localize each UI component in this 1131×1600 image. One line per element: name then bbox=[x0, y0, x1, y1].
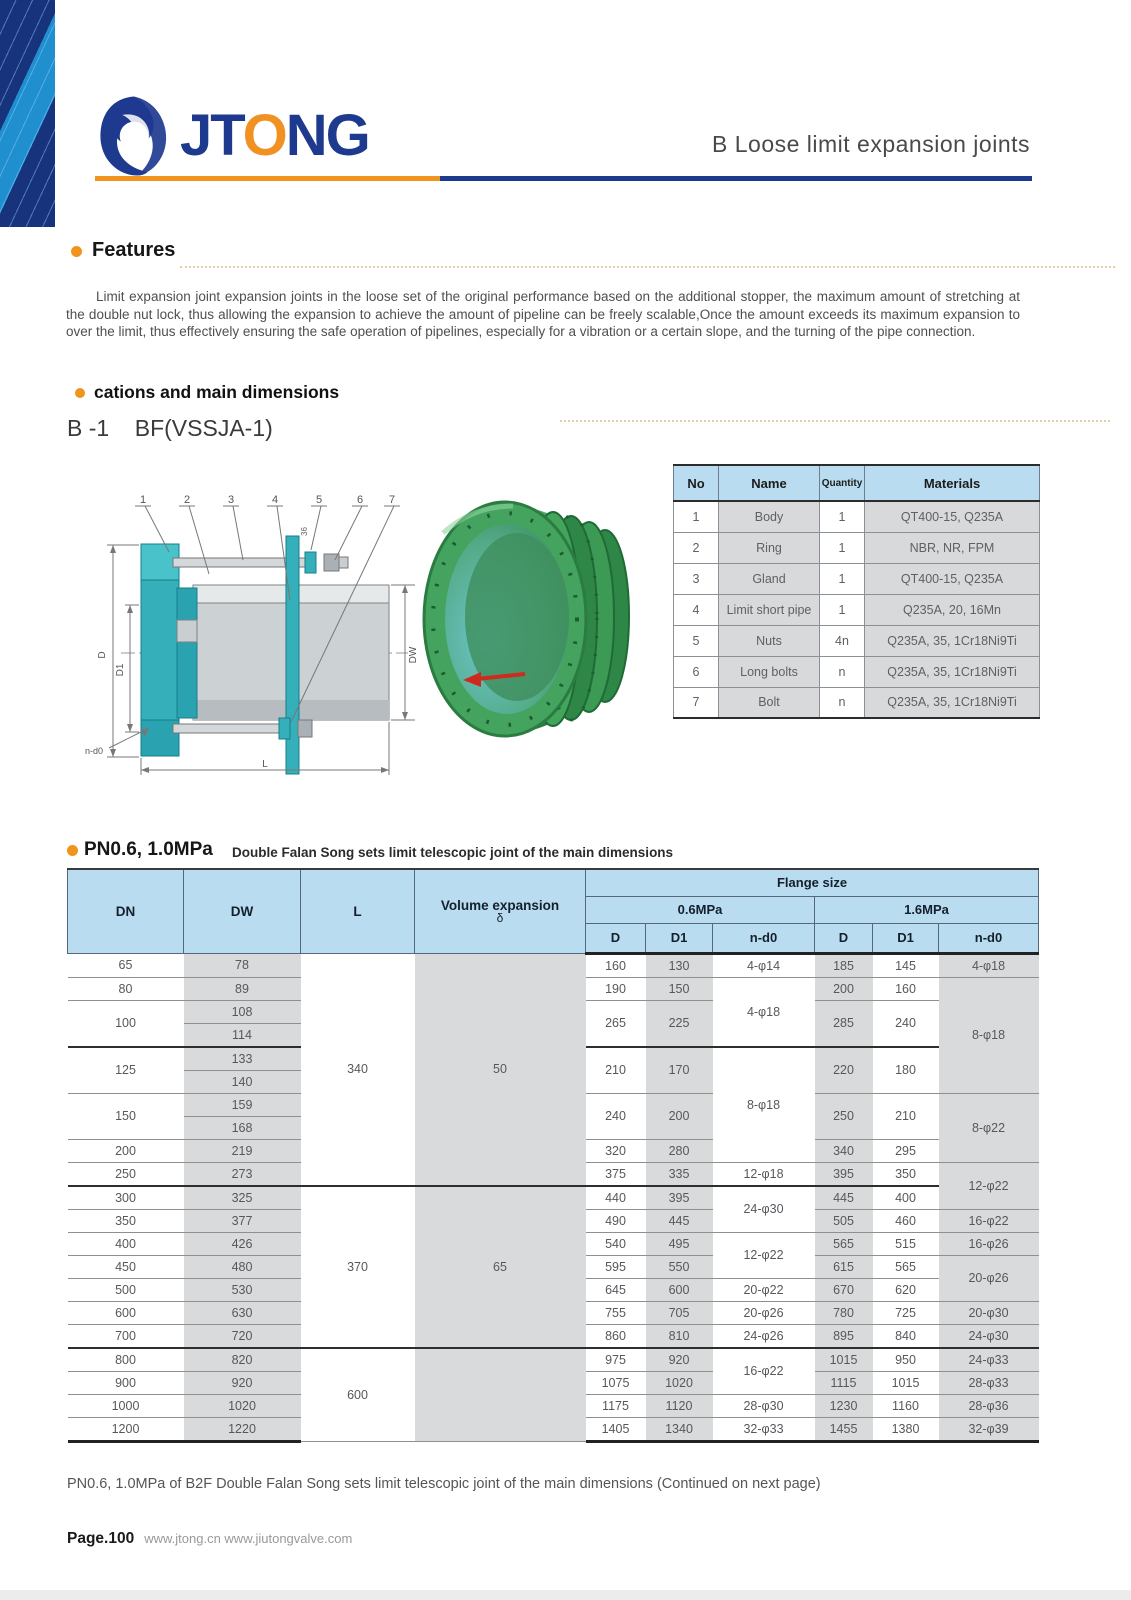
materials-header-name: Name bbox=[719, 465, 820, 501]
long-bolt-bottom bbox=[173, 724, 279, 733]
dims-cell: 4-φ14 bbox=[713, 953, 815, 977]
features-paragraph: Limit expansion joint expansion joints in the loose set of the original performance based on the additional stopper, the maximum amount of stretching at the double nut lock, thus allowing the expansion to achieve the amount of pipeline can be freely scalable,Once the amount exceeds its maximum expansion to over the limit, thus effectively ensuring the safe operation of pipelines, especially for a vibration or a certain slope, and the turning of the pipe connection. bbox=[66, 289, 1020, 339]
dims-cell: 500 bbox=[68, 1278, 184, 1301]
materials-row bbox=[674, 501, 1040, 532]
dimensions-subtitle: Double Falan Song sets limit telescopic joint of the main dimensions bbox=[232, 845, 674, 860]
technical-drawing bbox=[83, 470, 428, 782]
dims-cell: 114 bbox=[184, 1023, 301, 1047]
dims-cell: 125 bbox=[68, 1047, 184, 1094]
dims-cell: 1455 bbox=[815, 1417, 873, 1441]
dims-cell: 145 bbox=[873, 953, 939, 977]
dims-cell: 1075 bbox=[586, 1371, 646, 1394]
dims-cell: 1020 bbox=[184, 1394, 301, 1417]
dims-cell: 28-φ30 bbox=[713, 1394, 815, 1417]
dims-cell: 1020 bbox=[646, 1371, 713, 1394]
materials-row bbox=[674, 594, 1040, 625]
scan-dotted-line-2 bbox=[560, 420, 1110, 422]
dims-cell: 50 bbox=[415, 953, 586, 1186]
dims-cell: 16-φ22 bbox=[713, 1348, 815, 1395]
dims-cell: 320 bbox=[586, 1139, 646, 1162]
specs-bullet bbox=[75, 388, 85, 398]
materials-cell: 1 bbox=[674, 501, 719, 532]
dims-cell: 450 bbox=[68, 1255, 184, 1278]
materials-cell: 2 bbox=[674, 532, 719, 563]
dims-cell: 400 bbox=[873, 1186, 939, 1210]
dims-cell: 780 bbox=[815, 1301, 873, 1324]
materials-cell: 5 bbox=[674, 625, 719, 656]
dimensions-bullet bbox=[67, 845, 78, 856]
header-nd0-06: n-d0 bbox=[713, 923, 815, 953]
dims-cell: 620 bbox=[873, 1278, 939, 1301]
bolt-nut-2 bbox=[298, 720, 312, 737]
dims-cell: 800 bbox=[68, 1348, 184, 1372]
dims-cell: 300 bbox=[68, 1186, 184, 1210]
dims-cell: 395 bbox=[815, 1162, 873, 1186]
dims-cell: 225 bbox=[646, 1000, 713, 1047]
dims-cell: 920 bbox=[646, 1348, 713, 1372]
dims-cell: 285 bbox=[815, 1000, 873, 1047]
dim-label-d1: D1 bbox=[115, 663, 126, 677]
dims-cell: 615 bbox=[815, 1255, 873, 1278]
dims-cell: 340 bbox=[301, 953, 415, 1186]
dims-cell: 440 bbox=[586, 1186, 646, 1210]
dims-cell: 8-φ22 bbox=[939, 1093, 1039, 1162]
left-decoration-band bbox=[0, 0, 55, 227]
materials-row bbox=[674, 625, 1040, 656]
dims-cell: 150 bbox=[646, 977, 713, 1000]
dims-cell: 1160 bbox=[873, 1394, 939, 1417]
dims-cell: 370 bbox=[301, 1186, 415, 1348]
dims-cell: 240 bbox=[586, 1093, 646, 1139]
materials-header-no: No bbox=[674, 465, 719, 501]
header-flange-size: Flange size bbox=[586, 869, 1039, 896]
dims-cell: 1340 bbox=[646, 1417, 713, 1441]
dims-cell: 1230 bbox=[815, 1394, 873, 1417]
small-dimension: 36 bbox=[300, 527, 309, 536]
dims-row bbox=[68, 1186, 1039, 1210]
materials-cell: NBR, NR, FPM bbox=[865, 532, 1040, 563]
dims-cell: 280 bbox=[646, 1139, 713, 1162]
gland bbox=[177, 588, 197, 718]
callout-6: 6 bbox=[356, 494, 364, 506]
dims-cell: 170 bbox=[646, 1047, 713, 1094]
callout-1: 1 bbox=[139, 494, 147, 506]
materials-row bbox=[674, 656, 1040, 687]
dims-cell: 295 bbox=[873, 1139, 939, 1162]
dims-cell: 810 bbox=[646, 1324, 713, 1348]
bolt-end bbox=[339, 557, 348, 568]
dims-cell: 133 bbox=[184, 1047, 301, 1071]
dims-cell: 12-φ18 bbox=[713, 1162, 815, 1186]
dims-cell: 20-φ30 bbox=[939, 1301, 1039, 1324]
header-dw: DW bbox=[184, 869, 301, 953]
header-nd0-16: n-d0 bbox=[939, 923, 1039, 953]
scan-dotted-line bbox=[180, 266, 1115, 268]
dims-cell: 600 bbox=[68, 1301, 184, 1324]
materials-row bbox=[674, 532, 1040, 563]
materials-cell: 1 bbox=[820, 532, 865, 563]
dims-cell: 28-φ33 bbox=[939, 1371, 1039, 1394]
logo-jt: JT bbox=[180, 103, 243, 168]
dims-cell: 8-φ18 bbox=[713, 1047, 815, 1163]
dims-cell: 645 bbox=[586, 1278, 646, 1301]
materials-cell: Long bolts bbox=[719, 656, 820, 687]
callout-5: 5 bbox=[315, 494, 323, 506]
dims-cell: 4-φ18 bbox=[939, 953, 1039, 977]
materials-cell: Nuts bbox=[719, 625, 820, 656]
dims-cell: 1220 bbox=[184, 1417, 301, 1441]
dims-cell: 1380 bbox=[873, 1417, 939, 1441]
dims-cell: 200 bbox=[646, 1093, 713, 1139]
dims-cell: 65 bbox=[415, 1186, 586, 1348]
dims-cell: 700 bbox=[68, 1324, 184, 1348]
dim-label-l: L bbox=[262, 759, 268, 770]
dims-cell: 550 bbox=[646, 1255, 713, 1278]
dims-cell: 395 bbox=[646, 1186, 713, 1210]
product-photo bbox=[413, 488, 665, 756]
dims-cell: 530 bbox=[184, 1278, 301, 1301]
bolt-nut-teal-2 bbox=[279, 718, 290, 739]
features-heading: Features bbox=[92, 239, 176, 261]
packing-ring bbox=[177, 620, 197, 642]
dims-cell: 159 bbox=[184, 1093, 301, 1116]
callout-3: 3 bbox=[227, 494, 235, 506]
materials-cell: Body bbox=[719, 501, 820, 532]
logo-o: O bbox=[242, 103, 286, 168]
dims-cell: 725 bbox=[873, 1301, 939, 1324]
header-06mpa: 0.6MPa bbox=[586, 896, 815, 923]
dims-cell: 565 bbox=[873, 1255, 939, 1278]
materials-cell: Limit short pipe bbox=[719, 594, 820, 625]
dims-cell: 495 bbox=[646, 1232, 713, 1255]
dims-cell: 160 bbox=[586, 953, 646, 977]
dims-cell: 975 bbox=[586, 1348, 646, 1372]
dims-cell: 210 bbox=[586, 1047, 646, 1094]
header-d-16: D bbox=[815, 923, 873, 953]
dimensions-title: PN0.6, 1.0MPa bbox=[84, 839, 213, 860]
dims-cell: 325 bbox=[184, 1186, 301, 1210]
dims-cell: 375 bbox=[586, 1162, 646, 1186]
dims-cell: 515 bbox=[873, 1232, 939, 1255]
header-volume bbox=[415, 869, 586, 953]
dims-cell: 210 bbox=[873, 1093, 939, 1139]
materials-header-materials: Materials bbox=[865, 465, 1040, 501]
header-d1-06: D1 bbox=[646, 923, 713, 953]
dims-cell: 219 bbox=[184, 1139, 301, 1162]
dims-cell: 250 bbox=[68, 1162, 184, 1186]
materials-cell: 1 bbox=[820, 594, 865, 625]
dims-cell: 20-φ26 bbox=[939, 1255, 1039, 1301]
model-heading: B -1 BF(VSSJA-1) bbox=[67, 415, 273, 441]
dims-cell: 340 bbox=[815, 1139, 873, 1162]
dims-cell: 12-φ22 bbox=[939, 1162, 1039, 1209]
dims-cell: 705 bbox=[646, 1301, 713, 1324]
dims-cell: 273 bbox=[184, 1162, 301, 1186]
dims-cell: 445 bbox=[815, 1186, 873, 1210]
dims-cell: 200 bbox=[815, 977, 873, 1000]
dims-row bbox=[68, 1348, 1039, 1372]
dims-cell: 505 bbox=[815, 1209, 873, 1232]
dims-cell: 1015 bbox=[873, 1371, 939, 1394]
materials-cell: 3 bbox=[674, 563, 719, 594]
dims-cell: 265 bbox=[586, 1000, 646, 1047]
header-16mpa: 1.6MPa bbox=[815, 896, 1039, 923]
dims-cell: 16-φ26 bbox=[939, 1232, 1039, 1255]
dims-cell: 1115 bbox=[815, 1371, 873, 1394]
dims-cell: 950 bbox=[873, 1348, 939, 1372]
materials-cell: Ring bbox=[719, 532, 820, 563]
dims-cell: 12-φ22 bbox=[713, 1232, 815, 1278]
dims-cell: 220 bbox=[815, 1047, 873, 1094]
footer-urls: www.jtong.cn www.jiutongvalve.com bbox=[144, 1531, 353, 1546]
dims-cell: 540 bbox=[586, 1232, 646, 1255]
materials-cell: Gland bbox=[719, 563, 820, 594]
dims-cell: 595 bbox=[586, 1255, 646, 1278]
dim-label-d: D bbox=[97, 651, 108, 659]
header-d-06: D bbox=[586, 923, 646, 953]
dims-cell: 670 bbox=[815, 1278, 873, 1301]
callout-4: 4 bbox=[271, 494, 279, 506]
dims-cell: 755 bbox=[586, 1301, 646, 1324]
dims-cell: 565 bbox=[815, 1232, 873, 1255]
dims-cell: 168 bbox=[184, 1116, 301, 1139]
dims-cell: 350 bbox=[873, 1162, 939, 1186]
dims-cell: 820 bbox=[184, 1348, 301, 1372]
dims-cell: 1405 bbox=[586, 1417, 646, 1441]
materials-cell: 7 bbox=[674, 687, 719, 718]
dims-cell: 24-φ30 bbox=[713, 1186, 815, 1233]
dims-cell: 377 bbox=[184, 1209, 301, 1232]
dims-cell: 200 bbox=[68, 1139, 184, 1162]
materials-table bbox=[673, 464, 1040, 719]
dims-cell: 426 bbox=[184, 1232, 301, 1255]
callout-2: 2 bbox=[183, 494, 191, 506]
materials-cell: Q235A, 35, 1Cr18Ni9Ti bbox=[865, 625, 1040, 656]
dims-cell: 860 bbox=[586, 1324, 646, 1348]
dims-cell: 140 bbox=[184, 1070, 301, 1093]
dims-cell: 920 bbox=[184, 1371, 301, 1394]
dims-cell: 24-φ26 bbox=[713, 1324, 815, 1348]
dims-cell: 840 bbox=[873, 1324, 939, 1348]
dims-cell: 185 bbox=[815, 953, 873, 977]
dims-cell: 100 bbox=[68, 1000, 184, 1047]
dims-cell: 1120 bbox=[646, 1394, 713, 1417]
dims-cell: 24-φ30 bbox=[939, 1324, 1039, 1348]
materials-cell: 4 bbox=[674, 594, 719, 625]
logo-swirl-icon bbox=[92, 86, 176, 186]
dims-cell: 1175 bbox=[586, 1394, 646, 1417]
callout-numbers bbox=[140, 494, 395, 506]
dims-cell: 1015 bbox=[815, 1348, 873, 1372]
page-title: B Loose limit expansion joints bbox=[712, 131, 1030, 157]
dims-cell: 65 bbox=[68, 953, 184, 977]
dims-cell: 160 bbox=[873, 977, 939, 1000]
dims-cell: 150 bbox=[68, 1093, 184, 1139]
brand-logo bbox=[92, 86, 369, 186]
dims-cell: 108 bbox=[184, 1000, 301, 1023]
dims-cell: 32-φ33 bbox=[713, 1417, 815, 1441]
features-bullet bbox=[71, 246, 82, 257]
dims-cell: 445 bbox=[646, 1209, 713, 1232]
dims-cell: 78 bbox=[184, 953, 301, 977]
dims-cell: 89 bbox=[184, 977, 301, 1000]
header-dn: DN bbox=[68, 869, 184, 953]
specs-heading: cations and main dimensions bbox=[94, 382, 340, 402]
dims-cell: 32-φ39 bbox=[939, 1417, 1039, 1441]
logo-wordmark bbox=[180, 86, 369, 186]
dim-label-dw: DW bbox=[408, 646, 419, 664]
dim-label-nd0: n-d0 bbox=[85, 746, 104, 756]
callout-7: 7 bbox=[388, 494, 396, 506]
materials-cell: n bbox=[820, 656, 865, 687]
dims-cell: 24-φ33 bbox=[939, 1348, 1039, 1372]
dimensions-table bbox=[67, 868, 1039, 1443]
header-volume-symbol: δ bbox=[496, 910, 504, 925]
dims-cell: 16-φ22 bbox=[939, 1209, 1039, 1232]
dims-cell: 630 bbox=[184, 1301, 301, 1324]
bolt-nut-teal bbox=[305, 552, 316, 573]
materials-cell: Q235A, 35, 1Cr18Ni9Ti bbox=[865, 656, 1040, 687]
logo-ng: NG bbox=[285, 103, 369, 168]
dims-row bbox=[68, 953, 1039, 977]
header-l: L bbox=[301, 869, 415, 953]
dims-cell: 600 bbox=[301, 1348, 415, 1442]
header-rule-navy bbox=[440, 176, 1032, 181]
materials-cell: Q235A, 20, 16Mn bbox=[865, 594, 1040, 625]
header-rule-orange bbox=[95, 176, 440, 181]
dims-cell bbox=[415, 1348, 586, 1442]
materials-cell: Q235A, 35, 1Cr18Ni9Ti bbox=[865, 687, 1040, 718]
materials-cell: 1 bbox=[820, 501, 865, 532]
dims-cell: 335 bbox=[646, 1162, 713, 1186]
page-number: Page.100 bbox=[67, 1530, 135, 1547]
materials-header-row bbox=[674, 465, 1040, 501]
dims-cell: 400 bbox=[68, 1232, 184, 1255]
materials-row bbox=[674, 563, 1040, 594]
materials-header-quantity: Quantity bbox=[820, 465, 865, 501]
dims-cell: 460 bbox=[873, 1209, 939, 1232]
dims-cell: 20-φ26 bbox=[713, 1301, 815, 1324]
page-edge bbox=[0, 1590, 1131, 1600]
dims-cell: 130 bbox=[646, 953, 713, 977]
dims-cell: 600 bbox=[646, 1278, 713, 1301]
dims-cell: 80 bbox=[68, 977, 184, 1000]
dims-header-row-1 bbox=[68, 869, 1039, 896]
header-d1-16: D1 bbox=[873, 923, 939, 953]
materials-cell: 4n bbox=[820, 625, 865, 656]
dims-cell: 480 bbox=[184, 1255, 301, 1278]
header-volume-text: Volume expansion bbox=[440, 897, 560, 913]
dims-cell: 720 bbox=[184, 1324, 301, 1348]
dims-cell: 1200 bbox=[68, 1417, 184, 1441]
continuation-note: PN0.6, 1.0MPa of B2F Double Falan Song sets limit telescopic joint of the main dimensions (Continued on next page) bbox=[67, 1476, 821, 1492]
dims-cell: 1000 bbox=[68, 1394, 184, 1417]
dims-cell: 20-φ22 bbox=[713, 1278, 815, 1301]
materials-cell: QT400-15, Q235A bbox=[865, 563, 1040, 594]
dims-cell: 8-φ18 bbox=[939, 977, 1039, 1093]
materials-cell: Bolt bbox=[719, 687, 820, 718]
dims-cell: 490 bbox=[586, 1209, 646, 1232]
dims-cell: 4-φ18 bbox=[713, 977, 815, 1047]
dims-cell: 240 bbox=[873, 1000, 939, 1047]
dims-cell: 900 bbox=[68, 1371, 184, 1394]
materials-row bbox=[674, 687, 1040, 718]
materials-cell: 1 bbox=[820, 563, 865, 594]
dims-cell: 250 bbox=[815, 1093, 873, 1139]
dims-cell: 28-φ36 bbox=[939, 1394, 1039, 1417]
dims-cell: 180 bbox=[873, 1047, 939, 1094]
dims-cell: 190 bbox=[586, 977, 646, 1000]
page-footer bbox=[67, 1530, 352, 1548]
materials-cell: n bbox=[820, 687, 865, 718]
dims-cell: 350 bbox=[68, 1209, 184, 1232]
materials-cell: 6 bbox=[674, 656, 719, 687]
materials-cell: QT400-15, Q235A bbox=[865, 501, 1040, 532]
dims-cell: 895 bbox=[815, 1324, 873, 1348]
